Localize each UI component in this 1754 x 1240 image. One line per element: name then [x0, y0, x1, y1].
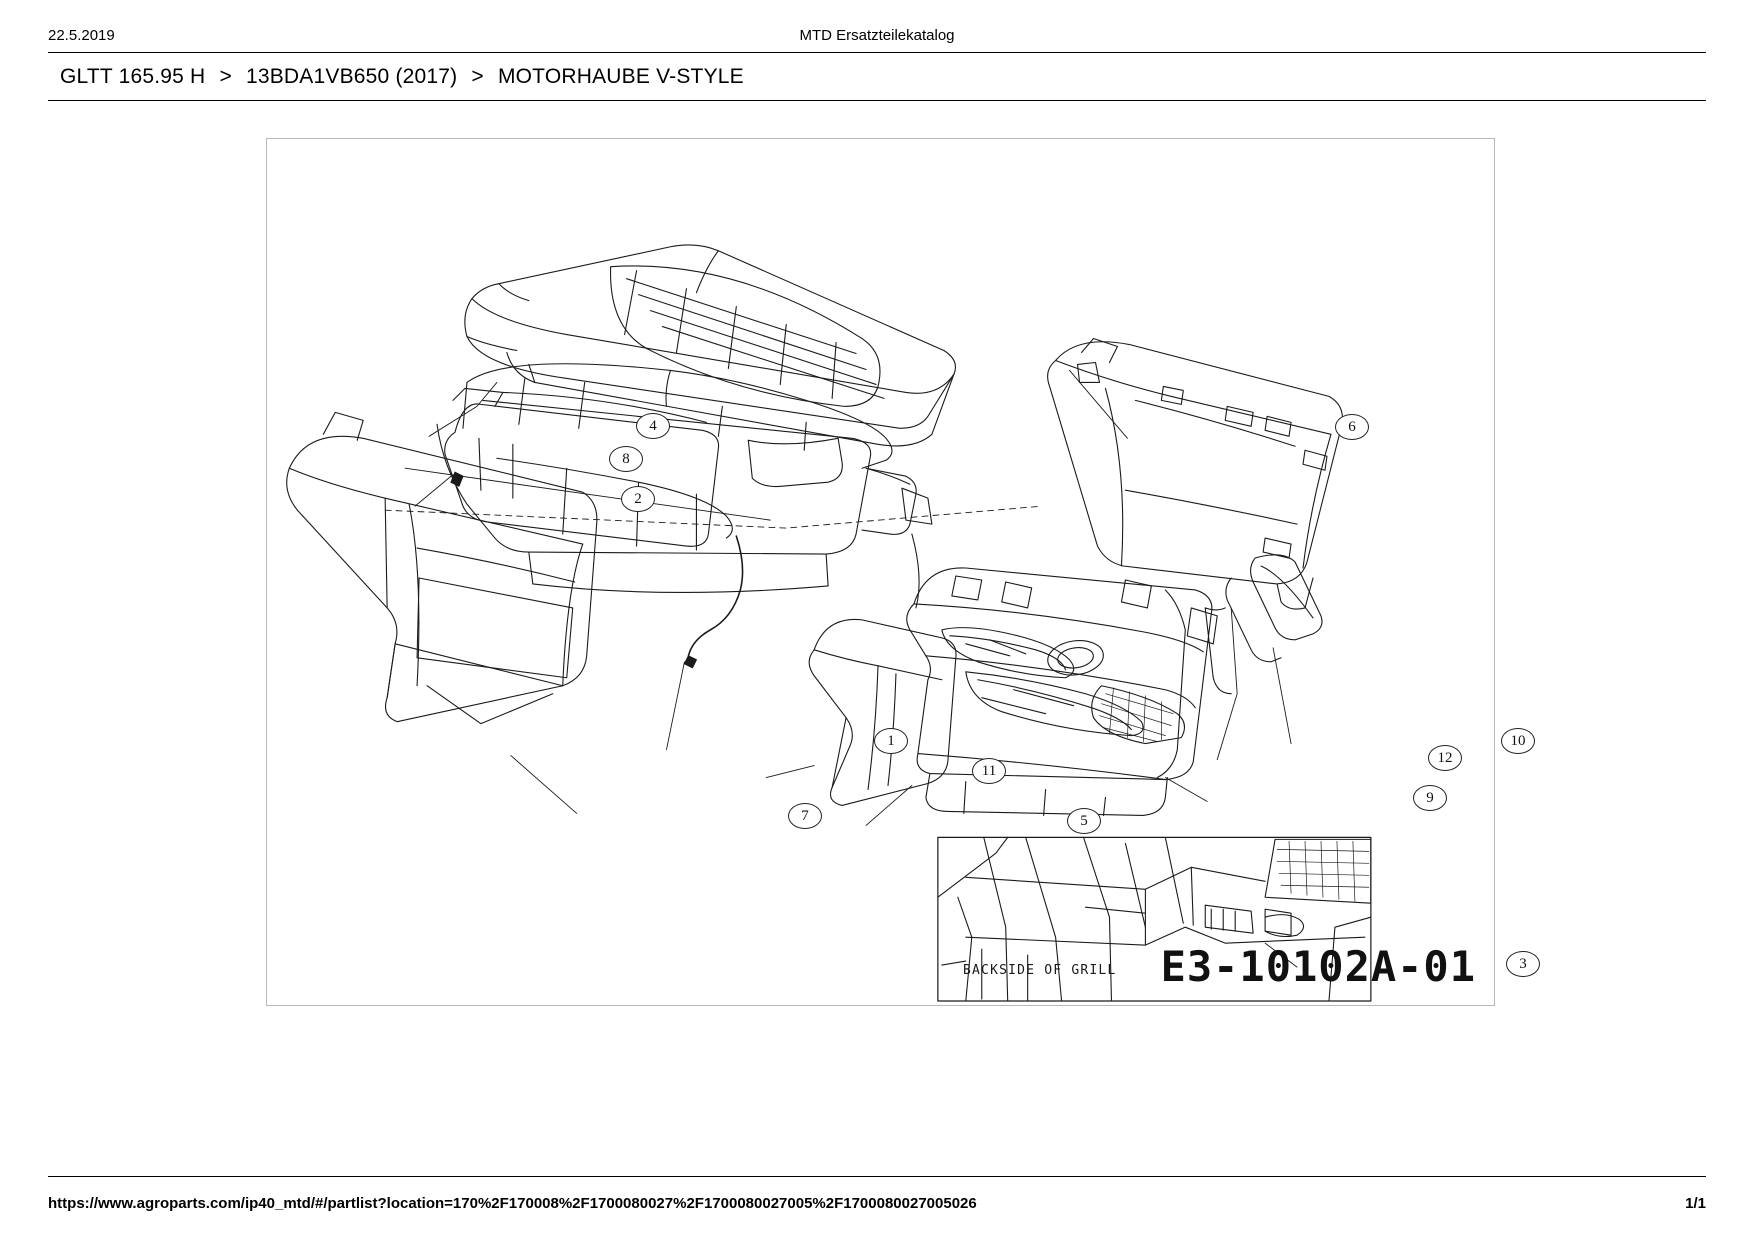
- callout-5[interactable]: 5: [1067, 808, 1101, 834]
- exploded-parts-diagram: [267, 139, 1494, 1005]
- header-title: MTD Ersatzteilekatalog: [799, 27, 955, 44]
- callout-9[interactable]: 9: [1413, 785, 1447, 811]
- header-date: 22.5.2019: [48, 27, 115, 44]
- callout-1[interactable]: 1: [874, 728, 908, 754]
- drawing-code: E3-10102A-01: [1160, 942, 1476, 991]
- page-header: [48, 26, 1706, 48]
- breadcrumb-separator-1: >: [219, 65, 232, 88]
- breadcrumb-item-serial[interactable]: 13BDA1VB650 (2017): [245, 65, 458, 88]
- callout-4[interactable]: 4: [636, 413, 670, 439]
- footer-page-number: 1/1: [1685, 1195, 1706, 1212]
- callout-10[interactable]: 10: [1501, 728, 1535, 754]
- breadcrumb-item-assembly[interactable]: MOTORHAUBE V-STYLE: [497, 65, 744, 88]
- callout-12[interactable]: 12: [1428, 745, 1462, 771]
- callout-8[interactable]: 8: [609, 446, 643, 472]
- footer-url[interactable]: https://www.agroparts.com/ip40_mtd/#/partlist?location=170%2F170008%2F1700080027%2F1700080027005%2F1700080027005026: [48, 1195, 977, 1212]
- footer-divider: [48, 1176, 1706, 1177]
- header-divider-top: [48, 52, 1706, 53]
- inset-caption: BACKSIDE OF GRILL: [963, 963, 1117, 978]
- callout-7[interactable]: 7: [788, 803, 822, 829]
- breadcrumb: [60, 62, 744, 92]
- header-divider-bottom: [48, 100, 1706, 101]
- callout-2[interactable]: 2: [621, 486, 655, 512]
- callout-6[interactable]: 6: [1335, 414, 1369, 440]
- drawing-frame: [266, 138, 1527, 1006]
- callout-11[interactable]: 11: [972, 758, 1006, 784]
- breadcrumb-item-model[interactable]: GLTT 165.95 H: [60, 65, 206, 88]
- breadcrumb-separator-2: >: [471, 65, 484, 88]
- callout-3[interactable]: 3: [1506, 951, 1540, 977]
